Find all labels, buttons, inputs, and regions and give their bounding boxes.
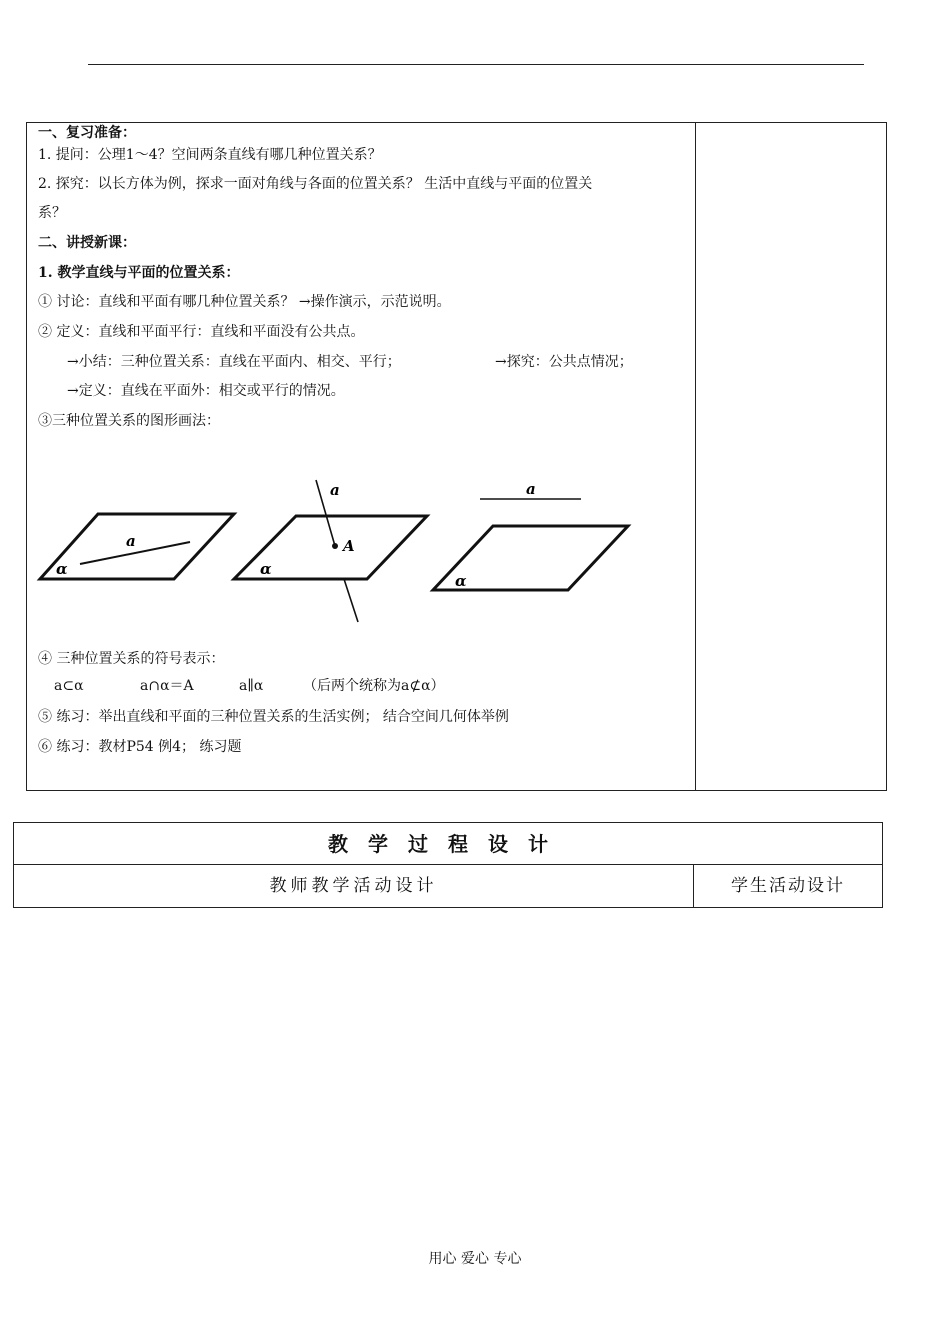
practice-item-2: ⑥ 练习：教材P54 例4； 练习题 [38, 739, 242, 755]
new-lesson-heading: 二、讲授新课： [38, 235, 136, 251]
plane-label-1: α [56, 560, 68, 578]
line-label-a2: a [330, 481, 340, 499]
intersection-point [332, 543, 338, 549]
line-label-a3: a [526, 480, 536, 498]
student-column-header: 学生活动设计 [731, 876, 845, 896]
point-label-A: A [343, 537, 355, 555]
diagram-line-intersect [234, 480, 427, 622]
discussion-item: ① 讨论：直线和平面有哪几种位置关系？ →操作演示，示范说明。 [38, 294, 451, 310]
symbol-heading: ④ 三种位置关系的符号表示： [38, 651, 225, 667]
topic-heading: 1. 教学直线与平面的位置关系： [38, 265, 240, 281]
table-title: 教学过程设计 [328, 832, 568, 856]
position-diagrams [36, 462, 636, 628]
symbol-intersect: a∩α＝A [140, 678, 194, 694]
drawing-method-item: ③三种位置关系的图形画法： [38, 413, 220, 429]
teacher-column-header: 教师教学活动设计 [269, 876, 438, 896]
header-rule [88, 64, 864, 65]
symbol-note: （后两个统称为a⊄α） [303, 678, 445, 694]
lesson-table [26, 122, 887, 791]
table-title-row [14, 823, 882, 865]
review-heading: 一、复习准备： [38, 125, 136, 141]
definition-outside-item: →定义：直线在平面外：相交或平行的情况。 [67, 383, 345, 399]
definition-item: ② 定义：直线和平面平行：直线和平面没有公共点。 [38, 324, 365, 340]
explore-item: →探究：公共点情况； [495, 354, 633, 370]
plane-label-3: α [455, 572, 467, 590]
review-item-2-cont: 系？ [38, 205, 66, 221]
symbol-in-plane: a⊂α [54, 678, 84, 694]
symbol-parallel: a∥α [239, 678, 264, 694]
column-divider [695, 123, 696, 790]
diagram-line-in-plane [40, 514, 234, 579]
review-item-2: 2. 探究：以长方体为例，探求一面对角线与各面的位置关系？ 生活中直线与平面的位置关 [38, 176, 593, 192]
review-item-1: 1. 提问：公理1～4？空间两条直线有哪几种位置关系？ [38, 147, 382, 163]
page-footer: 用心 爱心 专心 [428, 1251, 522, 1267]
process-design-table [13, 822, 883, 908]
practice-item-1: ⑤ 练习：举出直线和平面的三种位置关系的生活实例； 结合空间几何体举例 [38, 709, 509, 725]
summary-item: →小结：三种位置关系：直线在平面内、相交、平行； [67, 354, 401, 370]
line-label-a1: a [126, 532, 136, 550]
plane-label-2: α [260, 560, 272, 578]
